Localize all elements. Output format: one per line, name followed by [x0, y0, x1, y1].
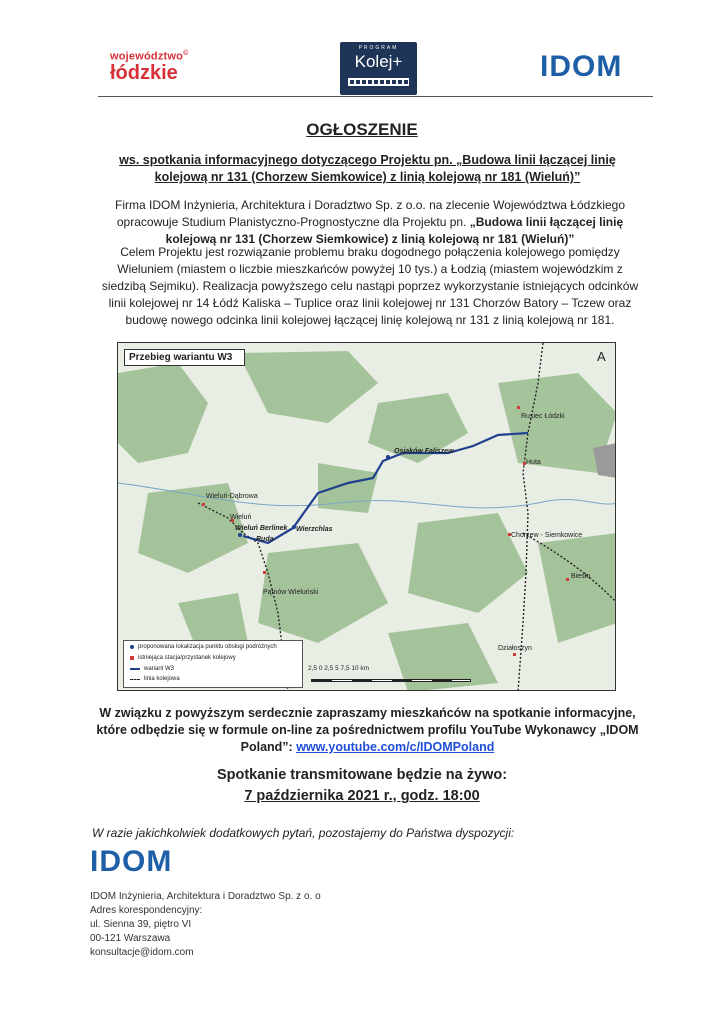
footer-email[interactable]: konsultacje@idom.com: [90, 947, 194, 958]
place-pratkow: Pątnów Wieluński: [263, 589, 319, 596]
invitation: [95, 705, 640, 756]
footer-street: ul. Sienna 39, piętro VI: [90, 919, 192, 930]
place-ruda: Ruda: [256, 536, 274, 543]
scale-labels: 2,5 0 2,5 5 7,5 10 km: [308, 665, 370, 672]
legend-item-railway: [130, 676, 180, 682]
header: [0, 0, 724, 100]
place-dzialoszyn: Działoszyn: [498, 645, 532, 652]
place-osjakow: Osjaków Faliszew: [394, 448, 454, 455]
place-wielun-dabrowa: Wieluń-Dąbrowa: [206, 493, 258, 500]
lodzkie-logo: [110, 50, 200, 83]
paragraph-goal: Celem Projektu jest rozwiązanie problemu braku dogodnego połączenia kolejowego pomiędzy Wieluniem (miastem o liczbie mieszkańców powyżej 10 tys.) a Łodzią (miastem wojewódzkim z siedzibą Sejmiku). Realizacja powyższego celu nastąpi poprzez wykorzystanie istniejących odcinków linii kolejowej nr 14 Łódź Kaliska – Tuplice oraz linii kolejowej nr 131 Chorzów Batory – Tczew oraz budowę nowego odcinka linii kolejowej łączącej linię kolejową nr 131 z linią kolejową nr 181.: [101, 245, 639, 327]
footer-address-label: Adres korespondencyjny:: [90, 905, 203, 916]
place-wierzchlas: Wierzchlas: [296, 526, 333, 533]
legend-station-label: istniejąca stacja/przystanek kolejowy: [138, 655, 236, 661]
kolej-plus-logo: [340, 42, 417, 95]
logo-lodz-reg: ©: [183, 50, 189, 57]
footer-city: 00-121 Warszawa: [90, 933, 171, 944]
project-name: „Budowa linii łączącej linię kolejową nr 131 (Chorzew Siemkowice) z linią kolejową nr 181 (Wieluń)”: [165, 215, 624, 246]
logo-lodz-main: łódzkie: [110, 61, 178, 84]
header-divider: [98, 96, 653, 97]
place-rusiec: Rusiec Łódzki: [521, 413, 565, 420]
legend-item-station: [130, 655, 236, 661]
north-arrow-icon: A: [597, 349, 606, 364]
footer-address: [90, 890, 321, 960]
place-bieslo: Biesło: [571, 573, 591, 580]
kolej-name: Kolej+: [354, 52, 403, 71]
footer-idom-logo: IDOM: [90, 845, 173, 878]
page-subtitle: ws. spotkania informacyjnego dotyczącego Projektu pn. „Budowa linii łączącej linię kolejową nr 131 (Chorzew Siemkowice) z linią kolejową nr 181 (Wieluń)”: [119, 153, 616, 184]
live-info: [0, 765, 724, 807]
place-chorzew: Chorzew - Siemkowice: [511, 532, 583, 539]
legend-item-proposed: [130, 644, 277, 650]
questions-note: W razie jakichkolwiek dodatkowych pytań, pozostajemy do Państwa dyspozycji:: [92, 826, 515, 840]
scale-bar: [311, 679, 471, 682]
logo-lodz-top: województwo: [110, 50, 184, 63]
invitation-text: W związku z powyższym serdecznie zapraszamy mieszkańców na spotkanie informacyjne, które odbędzie się w formule on-line za pośrednictwem profilu YouTube Wykonawcy „IDOM Poland”:: [96, 706, 639, 754]
place-huta: Huta: [526, 459, 541, 466]
legend-railway-label: linia kolejowa: [144, 676, 180, 682]
event-date: 7 października 2021 r., godz. 18:00: [244, 788, 480, 804]
page-title: OGŁOSZENIE: [306, 120, 418, 139]
legend-item-route: [130, 666, 174, 672]
map-canvas: [118, 343, 616, 691]
kolej-program-label: PROGRAM: [358, 45, 399, 51]
legend-proposed-label: proponowana lokalizacja punktu obsługi podróżnych: [138, 644, 277, 650]
place-wielun: Wieluń: [230, 514, 252, 521]
route-map: [117, 342, 616, 691]
legend-route-label: wariant W3: [144, 666, 175, 672]
map-title: Przebieg wariantu W3: [124, 349, 245, 366]
map-legend: [123, 640, 303, 688]
footer-company: IDOM Inżynieria, Architektura i Doradztwo Sp. z o. o: [90, 891, 321, 902]
paragraph-intro-text: Firma IDOM Inżynieria, Architektura i Doradztwo Sp. z o.o. na zlecenie Województwa Łódzkiego opracowuje Studium Planistyczno-Prognostyczne dla Projektu pn.: [115, 198, 625, 229]
paragraph-intro: [100, 197, 640, 248]
youtube-link[interactable]: www.youtube.com/c/IDOMPoland: [296, 740, 495, 754]
rails-icon: [348, 78, 409, 86]
idom-logo: IDOM: [540, 50, 623, 83]
place-wielun-berlinek: Wieluń Berlinek: [235, 525, 288, 532]
live-line: Spotkanie transmitowane będzie na żywo:: [216, 767, 508, 783]
